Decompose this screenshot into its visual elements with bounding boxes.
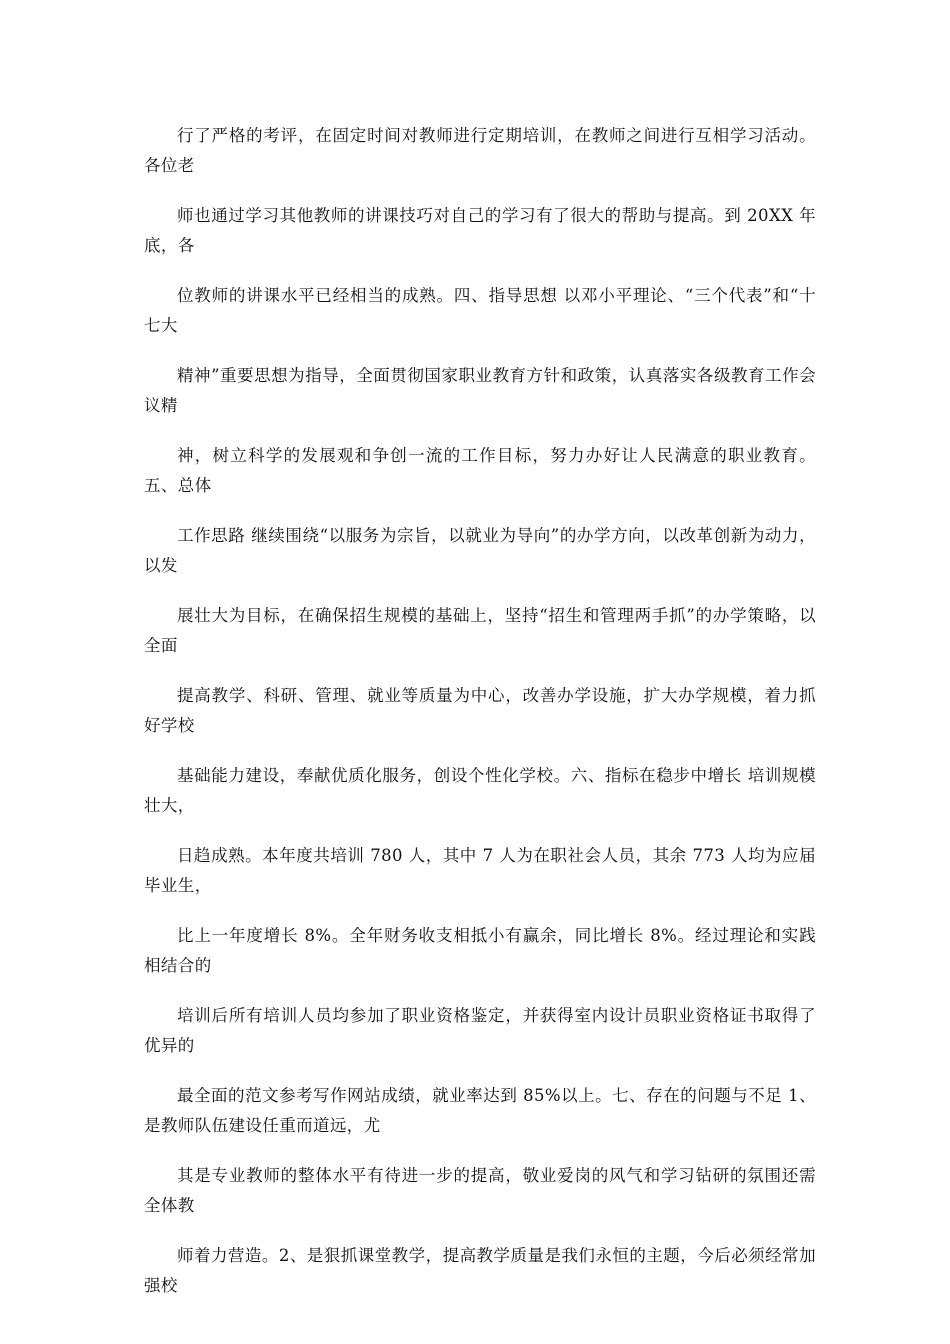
document-body <box>144 121 816 1321</box>
paragraph: 展壮大为目标，在确保招生规模的基础上，坚持“招生和管理两手抓”的办学策略，以全面 <box>144 606 816 655</box>
paragraph: 培训后所有培训人员均参加了职业资格鉴定，并获得室内设计员职业资格证书取得了优异的 <box>144 1006 816 1055</box>
paragraph: 师也通过学习其他教师的讲课技巧对自己的学习有了很大的帮助与提高。到 20XX 年底，各 <box>144 206 816 255</box>
paragraph: 日趋成熟。本年度共培训 780 人，其中 7 人为在职社会人员，其余 773 人均为应届毕业生， <box>144 846 816 895</box>
paragraph: 最全面的范文参考写作网站成绩，就业率达到 85%以上。七、存在的问题与不足 1、是教师队伍建设任重而道远，尤 <box>144 1086 816 1135</box>
paragraph: 神，树立科学的发展观和争创一流的工作目标，努力办好让人民满意的职业教育。五、总体 <box>144 446 816 495</box>
paragraph: 工作思路 继续围绕“以服务为宗旨，以就业为导向”的办学方向，以改革创新为动力，以发 <box>144 526 816 575</box>
paragraph: 比上一年度增长 8%。全年财务收支相抵小有赢余，同比增长 8%。经过理论和实践相结合的 <box>144 926 816 975</box>
paragraph: 其是专业教师的整体水平有待进一步的提高，敬业爱岗的风气和学习钻研的氛围还需全体教 <box>144 1166 816 1215</box>
paragraph: 师着力营造。2、是狠抓课堂教学，提高教学质量是我们永恒的主题，今后必须经常加强校 <box>144 1246 816 1295</box>
paragraph: 行了严格的考评，在固定时间对教师进行定期培训，在教师之间进行互相学习活动。各位老 <box>144 126 816 175</box>
paragraph: 位教师的讲课水平已经相当的成熟。四、指导思想 以邓小平理论、“三个代表”和“十七大 <box>144 286 816 335</box>
paragraph: 提高教学、科研、管理、就业等质量为中心，改善办学设施，扩大办学规模，着力抓好学校 <box>144 686 816 735</box>
paragraph: 基础能力建设，奉献优质化服务，创设个性化学校。六、指标在稳步中增长 培训规模壮大， <box>144 766 816 815</box>
paragraph: 精神”重要思想为指导，全面贯彻国家职业教育方针和政策，认真落实各级教育工作会议精 <box>144 366 816 415</box>
